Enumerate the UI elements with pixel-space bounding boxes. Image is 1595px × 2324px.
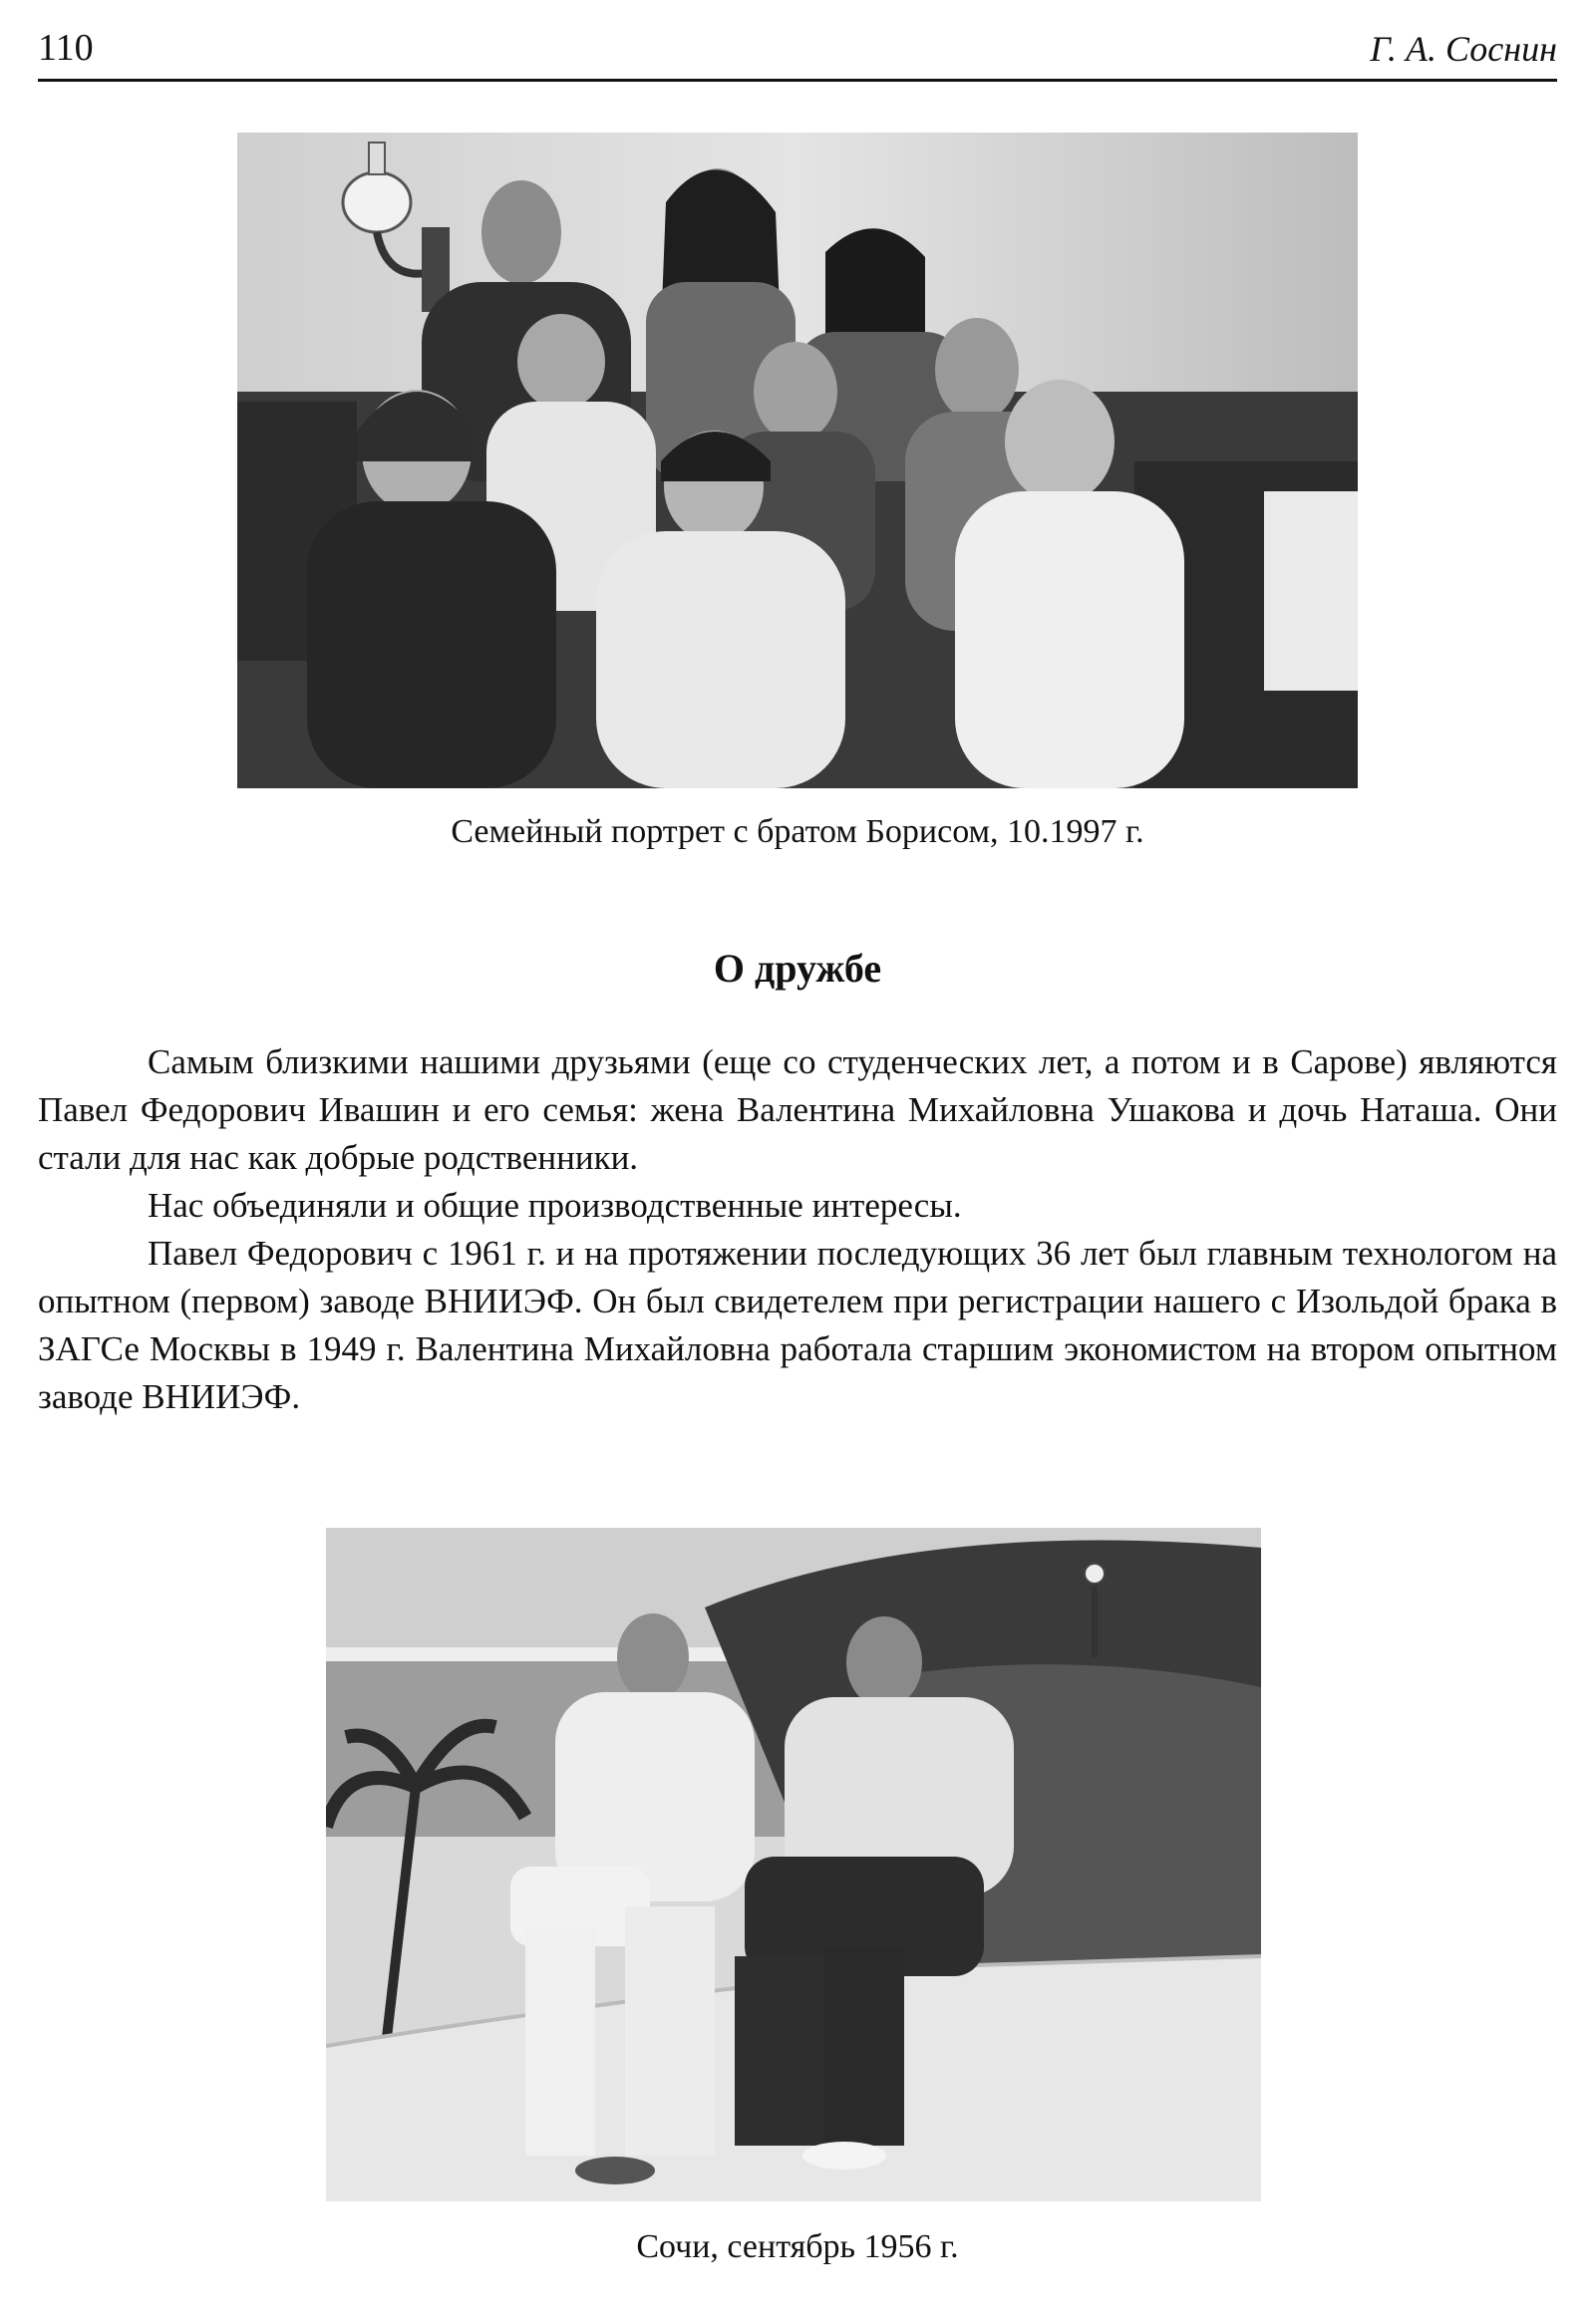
page-number: 110 xyxy=(38,27,94,69)
paragraph: Самым близкими нашими друзьями (еще со студенческих лет, а потом и в Сарове) являются Павел Федорович Ивашин и его семья: жена Валентина Михайловна Ушакова и дочь Наташа. Они стали для нас как добрые родственники. xyxy=(38,1042,1557,1177)
page-header xyxy=(38,22,1557,80)
body-text xyxy=(38,1038,1557,1421)
header-rule xyxy=(38,79,1557,82)
sochi-photo xyxy=(326,1528,1261,2201)
figure-caption: Сочи, сентябрь 1956 г. xyxy=(636,2228,959,2265)
family-portrait-photo xyxy=(237,133,1358,788)
paragraph: Нас объединяли и общие производственные интересы. xyxy=(148,1186,962,1225)
figure-caption: Семейный портрет с братом Борисом, 10.1997 г. xyxy=(451,813,1144,850)
paragraph: Павел Федорович с 1961 г. и на протяжении последующих 36 лет был главным технологом на опытном (первом) заводе ВНИИЭФ. Он был свидетелем при регистрации нашего с Изольдой брака в ЗАГСе Москвы в 1949 г. Валентина Михайловна работала старшим экономистом на втором опытном заводе ВНИИЭФ. xyxy=(38,1234,1557,1416)
section-heading: О дружбе xyxy=(713,946,882,991)
running-head: Г. А. Соснин xyxy=(1370,29,1557,69)
